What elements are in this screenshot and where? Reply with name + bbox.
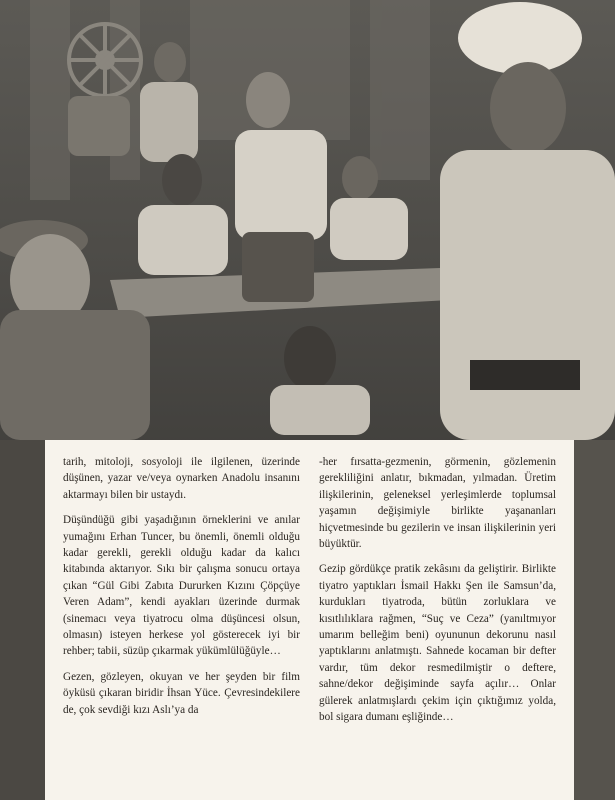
article-text-box [45, 440, 574, 800]
paragraph: Düşündüğü gibi yaşadığının örneklerini ve anılar yumağını Erhan Tuncer, bu önemli, önemli olduğu kadar gerekli, gerekli olduğu kadar da kalıcı kitabında aktarıyor. Sıkı bir çalışma sonucu ortaya çıkan “Gül Gibi Zabıta Dururken Kızını Çöpçüye Veren Adam”, kendi ayakları üzerinde durmak (sinemacı veya tiyatrocu olma düşüncesi olsun, olmasın) isteyen herkese yol gösterecek iyi bir rehber; tabii, süzüp çıkarmak yükümlülüğüyle… [63, 514, 300, 658]
paragraph: Gezen, gözleyen, okuyan ve her şeyden bir film öyküsü çıkaran biridir İhsan Yüce. Çevresindekilere de, çok sevdiği kızı Aslı’ya da [63, 670, 300, 716]
wagon-wheel [69, 24, 141, 96]
right-column [319, 454, 556, 735]
paragraph: Gezip gördükçe pratik zekâsını da geliştirir. Birlikte tiyatro yaptıkları İsmail Hakkı Şen ile Samsun’da, kurdukları tiyatroda, bütün zorluklara ve kısıtlılıklara rağmen, “Suç ve Ceza” (yanıltmıyor umarım belleğim beni) oyununun dekorunu nasıl yaptıklarını anlatmıştı. Sahnede kocaman bir defter vardır, tüm dekor resmedilmiştir o deftere, sahne/dekor değişiminde sayfa açılır… Onlar gülerek anlatmışlardı çekim için çıktığımız yolda, bol sigara dumanı eşliğinde… [319, 563, 556, 724]
paragraph: tarih, mitoloji, sosyoloji ile ilgilenen, üzerinde düşünen, yazar ve/veya oynarken Anadolu insanını aktarmayı bilen bir ustaydı. [63, 456, 300, 501]
paragraph: -her fırsatta-gezmenin, görmenin, gözlemenin gerekliliğini anlatır, bıkmadan, yılmadan. Üretim ilişkilerinin, geleneksel yerleşimlerde toplumsal yaşamın değişimiyle birlikte yaşananları hiçvetmesinde bu gezilerin ve insan ilişkilerinin yeri büyüktür. [319, 456, 556, 551]
left-column [63, 454, 300, 727]
